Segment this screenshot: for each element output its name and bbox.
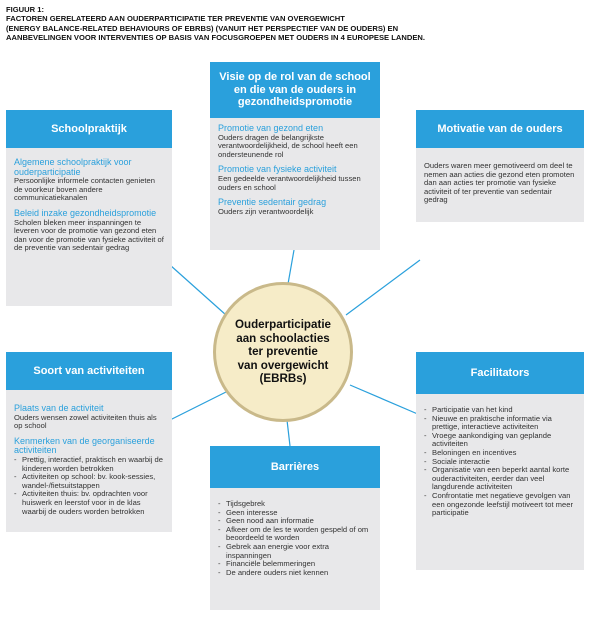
caption-line-4: AANBEVELINGEN VOOR INTERVENTIES OP BASIS VAN FOCUSGROEPEN MET OUDERS IN 4 EUROPESE LANDEN. (6, 33, 425, 43)
soort-text-1: Ouders wensen zowel activiteiten thuis als op school (14, 412, 157, 431)
list-item: - Beloningen en incentives (424, 449, 576, 458)
caption-line-2: FACTOREN GERELATEERD AAN OUDERPARTICIPATIE TER PREVENTIE VAN OVERGEWICHT (6, 14, 345, 24)
list-item: - Financiële belemmeringen (218, 560, 372, 569)
box-schoolpraktijk-header: Schoolpraktijk (6, 110, 172, 148)
visie-text-1: Ouders dragen de belangrijkste verantwoordelijkheid, de school heeft een ondersteunende rol (218, 132, 358, 159)
list-item: - Geen interesse (218, 509, 372, 518)
box-barrieres-body (210, 488, 380, 577)
visie-subheading-1: Promotie van gezond eten (218, 123, 324, 133)
list-item: - Organisatie van een beperkt aantal korte ouderactiviteiten, eerder dan veel langdurende activiteiten (424, 466, 576, 492)
soort-list (14, 456, 164, 516)
soort-subheading-2: Kenmerken van de georganiseerde activiteiten (14, 435, 155, 456)
connector-top-left (170, 265, 226, 315)
center-circle (213, 282, 353, 422)
facilitators-list (424, 406, 576, 518)
schoolpraktijk-text-1: Persoonlijke informele contacten genieten de voorkeur boven andere communicatiekanalen (14, 176, 155, 203)
box-visie-header (210, 62, 380, 118)
list-item: - Afkeer om de les te worden gespeld of om beoordeeld te worden (218, 526, 372, 543)
visie-text-3: Ouders zijn verantwoordelijk (218, 206, 314, 216)
box-visie-title-1: Visie op de rol van de school (219, 71, 371, 84)
box-schoolpraktijk (6, 110, 172, 306)
caption-line-3: (ENERGY BALANCE-RELATED BEHAVIOURS OF EBRBS) (VANUIT HET PERSPECTIEF VAN DE OUDERS) EN (6, 23, 399, 33)
list-item: - Participatie van het kind (424, 406, 576, 415)
visie-subheading-2: Promotie van fysieke activiteit (218, 164, 337, 175)
list-item: - Sociale interactie (424, 458, 576, 467)
box-soort-activiteiten (6, 352, 172, 532)
box-visie-title-2: en die van de ouders in (233, 83, 357, 96)
center-line-3: ter preventie (248, 345, 318, 359)
box-barrieres (210, 446, 380, 610)
box-visie-body (210, 124, 380, 216)
list-item: - Nieuwe en praktische informatie via prettige, interactieve activiteiten (424, 415, 576, 432)
caption-line-1: FIGUUR 1: (6, 5, 44, 14)
box-visie (210, 62, 380, 250)
box-barrieres-header: Barrières (210, 446, 380, 488)
connector-top (288, 250, 294, 284)
connector-bottom (287, 420, 290, 446)
box-schoolpraktijk-body (6, 158, 172, 253)
box-motivatie-body (416, 162, 584, 205)
center-line-2: aan schoolacties (236, 331, 330, 345)
list-item: - Confrontatie met negatieve gevolgen van een ongezonde leefstijl motiveert tot meer participatie (424, 492, 576, 518)
list-item: - Tijdsgebrek (218, 500, 372, 509)
center-line-5: (EBRBs) (259, 372, 307, 386)
list-item: - Geen nood aan informatie (218, 517, 372, 526)
connector-bottom-right (350, 385, 420, 415)
box-facilitators-header: Facilitators (416, 352, 584, 394)
list-item: - Prettig, interactief, praktisch en waarbij de kinderen worden betrokken (14, 456, 164, 473)
visie-subheading-3: Preventie sedentair gedrag (218, 197, 327, 208)
schoolpraktijk-text-2: Scholen bleken meer inspanningen te leveren voor de promotie van gezond eten dan voor de promotie van fysieke activiteit of de preventie van sedentair gedrag (14, 217, 164, 253)
box-visie-title-3: gezondheidspromotie (237, 96, 353, 109)
box-soort-header: Soort van activiteiten (6, 352, 172, 390)
visie-text-2: Een gedeelde verantwoordelijkheid tussen ouders en school (218, 173, 361, 192)
box-motivatie-header: Motivatie van de ouders (416, 110, 584, 148)
list-item: - Activiteiten op school: bv. kook-sessies, wandel-/fietsuitstappen (14, 473, 164, 490)
schoolpraktijk-subheading-2: Beleid inzake gezondheidspromotie (14, 207, 157, 218)
motivatie-text-1: Ouders waren meer gemotiveerd om deel te nemen aan acties die gezond eten promoten dan aan acties ter promotie van fysieke activiteit of ter preventie van sedentair gedrag (424, 161, 575, 205)
center-line-4: van overgewicht (237, 358, 329, 372)
list-item: - Activiteiten thuis: bv. opdrachten voor huiswerk en leerstof voor in de klas waarbij de ouders worden betrokken (14, 490, 164, 516)
box-facilitators (416, 352, 584, 570)
barrieres-list (218, 500, 372, 577)
connector-bottom-left (170, 392, 226, 420)
box-soort-body (6, 404, 172, 516)
soort-subheading-1: Plaats van de activiteit (14, 403, 104, 413)
center-line-1: Ouderparticipatie (235, 318, 331, 332)
list-item: - De andere ouders niet kennen (218, 569, 372, 578)
box-facilitators-body (416, 394, 584, 518)
box-motivatie (416, 110, 584, 222)
list-item: - Vroege aankondiging van geplande activiteiten (424, 432, 576, 449)
connector-top-right (346, 260, 420, 315)
list-item: - Gebrek aan energie voor extra inspanningen (218, 543, 372, 560)
schoolpraktijk-subheading-1: Algemene schoolpraktijk voor ouderparticipatie (14, 157, 132, 177)
